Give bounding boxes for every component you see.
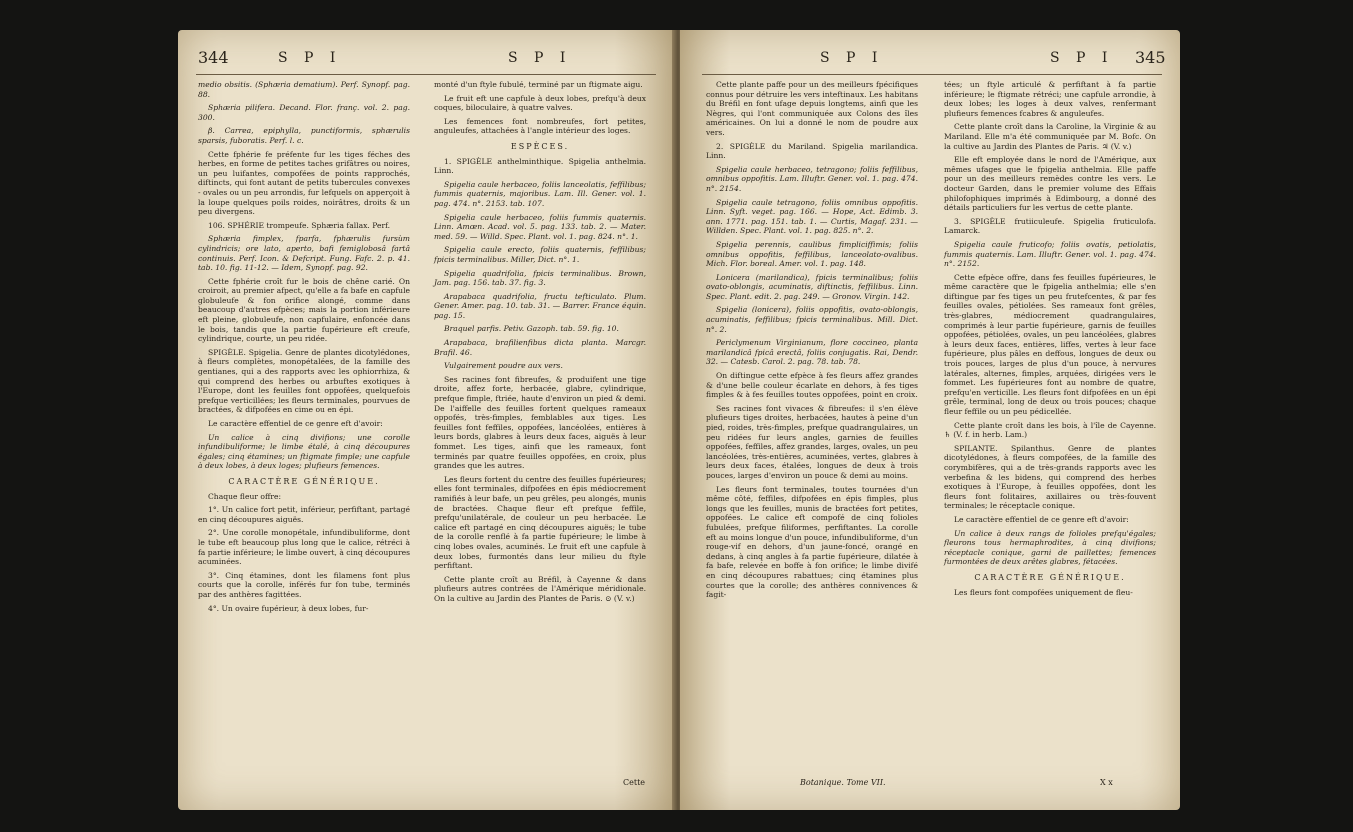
- species-heading: 1. SPIGÈLE anthelminthique. Spigelia anthelmia. Linn.: [434, 156, 646, 176]
- paragraph: 2°. Une corolle monopétale, infundibuliforme, dont le tube eft beaucoup plus long que le calice, rétréci à fa partie inférieure; le limbe ouvert, à cinq découpures acuminées.: [198, 528, 410, 567]
- genus-entry: SPILANTE. Spilanthus. Genre de plantes dicotylédones, à fleurs compofées, de la famille des corymbifères, qui a de très-grands rapports avec les verbefina & les bidens, qui comprend des herbes exotiques à l'Europe, à feuilles oppofées, dont les fleurs font folitaires, axillaires ou très-fouvent terminales; le réceptacle conique.: [944, 443, 1156, 511]
- paragraph: Spigelia caule herbaceo, foliis lanceolatis, feffilibus; fummis quaternis, majoribus. Lam. Ill. Gener. vol. 1. pag. 474. n°. 2153. tab. 107.: [434, 179, 646, 208]
- paragraph: Lonicera (marilandica), fpicis terminalibus; foliis ovato-oblongis, acuminatis, diftinctis, feffilibus. Linn. Spec. Plant. edit. 2. pag. 249. — Gronov. Virgin. 142.: [706, 272, 918, 301]
- paragraph: tées; un ftyle articulé & perfiftant à fa partie inférieure; le ftigmate rétréci; une capfule arrondie, à deux lobes; les loges à deux valves, renfermant plufieurs femences fcabres & anguleufes.: [944, 80, 1156, 118]
- signature-mark: X x: [1100, 778, 1113, 787]
- left-column-1: [198, 80, 410, 617]
- paragraph: Cette fphérie fe préfente fur les tiges féches des herbes, en forme de petites taches grifâtres ou noires, un peu luifantes, compofées de points rapprochés, diftincts, qui font autant de petits tubercules convexes - ovales ou un peu arrondis, fur lefquels on apperçoit à la loupe quelques poils roides, noirâtres, droits & un peu divergens.: [198, 149, 410, 217]
- paragraph: medio obsitis. (Sphæria dematium). Perf. Synopf. pag. 88.: [198, 80, 410, 99]
- section-heading: CARACTÈRE GÉNÉRIQUE.: [228, 476, 380, 486]
- species-heading: 2. SPIGÈLE du Mariland. Spigelia marilandica. Linn.: [706, 141, 918, 161]
- paragraph: Cette efpèce offre, dans fes feuilles fupérieures, le même caractère que le fpigelia anthelmia; elle s'en diftingue par fes tiges un peu frutefcentes, & par fes feuilles ovales, pétiolées. Ses rameaux font grêles, très-glabres, médiocrement quadrangulaires, comprimés à leur partie fupérieure, garnis de feuilles oppofées, pétiolées, ovales, un peu lancéolées, glabres à leurs deux faces, entières, liffes, vertes à leur face fupérieure, plus pâles en deffous, longues de deux ou trois pouces, larges de plus d'un pouce, à nervures latérales, alternes, fimples, arquées, dirigées vers le fommet. Les fupérieures font au nombre de quatre, prefqu'en verticille. Les fleurs font difpofées en un épi grêle, terminal, long de deux ou trois pouces; chaque fleur feffile ou un peu pédicellée.: [944, 272, 1156, 416]
- section-heading: CARACTÈRE GÉNÉRIQUE.: [974, 572, 1126, 582]
- left-page-number: 344: [198, 48, 229, 67]
- paragraph: Les fleurs fortent du centre des feuilles fupérieures; elles font terminales, difpofées en épis médiocrement ramifiés à leur bafe, un peu grêles, peu alongés, munis de bractées. Chaque fleur eft prefque feffile, prefqu'unilatérale, de couleur un peu herbacée. Le calice eft partagé en cinq découpures aiguës; le tube de la corolle renflé à fa partie fupérieure; le limbe à cinq lobes ovales, acuminés. Le fruit eft une capfule à deux lobes, furmontés dans leur milieu du ftyle perfiftant.: [434, 474, 646, 571]
- genus-entry: SPIGÈLE. Spigelia. Genre de plantes dicotylédones, à fleurs complètes, monopétalées, de la famille des gentianes, qui a des rapports avec les ophiorrhiza, & qui comprend des herbes ou arbuftes exotiques à l'Europe, dont les feuilles font oppofées, quelquefois prefque verticillées; les fleurs terminales, pourvues de bractées, & difpofées en cime ou en épi.: [198, 347, 410, 415]
- paragraph: On diftingue cette efpèce à fes fleurs affez grandes & d'une belle couleur écarlate en dehors, à fes tiges fimples & à fes feuilles toutes oppofées, point en croix.: [706, 371, 918, 400]
- paragraph: Chaque fleur offre:: [208, 491, 282, 501]
- paragraph: Ses racines font fibreufes, & produifent une tige droite, affez forte, herbacée, glabre, cylindrique, prefque fimple, ftriée, haute d'environ un pied & demi. De l'aiffelle des feuilles fortent quelques rameaux oppofés, très-fimples, femblables aux tiges. Les feuilles font feffiles, oppofées, lancéolées, entières à leurs bords, glabres à leurs deux faces, aiguës à leur fommet. Les tiges, ainfi que les rameaux, font terminés par quatre feuilles oppofées, en croix, plus grandes que les autres.: [434, 374, 646, 471]
- species-heading: 3. SPIGÈLE frutiiculeufe. Spigelia fruticulofa. Lamarck.: [944, 216, 1156, 236]
- paragraph: Cette plante croît au Bréfil, à Cayenne & dans plufieurs autres contrées de l'Amérique méridionale. On la cultive au Jardin des Plantes de Paris. ⊙ (V. v.): [434, 574, 646, 603]
- paragraph: Cette plante croît dans les bois, à l'île de Cayenne. ♄ (V. f. in herb. Lam.): [944, 420, 1156, 440]
- paragraph: Cette plante croît dans la Caroline, la Virginie & au Mariland. Elle m'a été communiquée par M. Bofc. On la cultive au Jardin des Plantes de Paris. ♃ (V. v.): [944, 122, 1156, 151]
- paragraph: Sphæria fimplex, fparfa, fphærulis fursùm cylindricis; ore lato, aperto, bafi femiglobosâ fartâ continuis. Perf. Icon. & Defcript. Fung. Fafc. 2. p. 41. tab. 10. fig. 11-12. — Idem, Synopf. pag. 92.: [198, 234, 410, 273]
- left-head-rule: [196, 74, 656, 75]
- paragraph: Un calice à deux rangs de folioles prefqu'égales; fleurons tous hermaphrodites, à cinq divifions; réceptacle conique, garni de paillettes; femences furmontées de deux arêtes glabres, fétacées.: [944, 528, 1156, 567]
- species-heading: 106. SPHÉRIE trompeufe. Sphæria fallax. Perf.: [208, 220, 391, 230]
- paragraph: Ses racines font vivaces & fibreufes: il s'en élève plufieurs tiges droites, herbacées, hautes à peine d'un pied, roides, très-fimples, prefque quadrangulaires, un peu ridées fur leurs angles, garnies de feuilles oppofées, feffiles, affez grandes, larges, ovales, un peu lancéolées, très-entières, acuminées, vertes, glabres à leurs deux faces, étalées, longues de deux à trois pouces, larges d'environ un pouce & demi au moins.: [706, 403, 918, 480]
- paragraph: Spigelia perennis, caulibus fimpliciffimis; foliis omnibus oppofitis, feffilibus, lanceolato-ovalibus. Mich. Flor. boreal. Amer. vol. 1. pag. 148.: [706, 239, 918, 269]
- paragraph: Cette fphérie croît fur le bois de chêne carié. On croiroit, au premier afpect, qu'elle a fa bafe en capfule globuleufe & fon orifice alongé, comme dans beaucoup d'autres efpèces; mais la portion inférieure eft pleine, globuleufe, non capfulaire, enfoncée dans le bois, tandis que la partie fupérieure eft creufe, cylindrique, courte, un peu ridée.: [198, 276, 410, 344]
- paragraph: Arapabaca quadrifolia, fructu tefticulato. Plum. Gener. Amer. pag. 10. tab. 31. — Barrer. France équin. pag. 15.: [434, 291, 646, 320]
- paragraph: Spigelia caule herbaceo, foliis fummis quaternis. Linn. Amœn. Acad. vol. 5. pag. 133. tab. 2. — Mater. med. 59. — Willd. Spec. Plant. vol. 1. pag. 824. n°. 1.: [434, 212, 646, 241]
- paragraph: Spigelia caule fruticofo; foliis ovatis, petiolatis, fummis quaternis. Lam. Illuftr. Gener. vol. 1. pag. 474. n°. 2152.: [944, 239, 1156, 269]
- paragraph: Cette plante paffe pour un des meilleurs fpécifiques connus pour détruire les vers inteftinaux. Les habitans du Bréfil en font ufage depuis longtems, ainfi que les Nègres, qui l'ont communiquée aux Colons des îles américaines. On lui a donné le nom de poudre aux vers.: [706, 80, 918, 137]
- right-running-head-1: S P I: [820, 50, 884, 66]
- right-page-number: 345: [1135, 48, 1166, 67]
- paragraph: Elle eft employée dans le nord de l'Amérique, aux mêmes ufages que le fpigelia anthelmia. Elle paffe pour un des meilleurs remèdes contre les vers. Le docteur Garden, dans le premier volume des Effais philofophiques imprimés à Edimbourg, a donné des détails particuliers fur les vertus de cette plante.: [944, 155, 1156, 213]
- right-head-rule: [702, 74, 1162, 75]
- left-column-2: [434, 80, 646, 608]
- paragraph: Le caractère effentiel de ce genre eft d'avoir:: [954, 514, 1129, 524]
- paragraph: Sphæria pilifera. Decand. Flor. franç. vol. 2. pag. 300.: [198, 103, 410, 122]
- right-column-1: [706, 80, 918, 604]
- paragraph: β. Carrea, epiphylla, punctiformis, sphærulis sparsis, fuboratis. Perf. l. c.: [198, 126, 410, 145]
- paragraph: Les fleurs font compofées uniquement de fleu-: [954, 587, 1133, 597]
- paragraph: Spigelia quadrifolia, fpicis terminalibus. Brown, Jam. pag. 156. tab. 37. fig. 3.: [434, 268, 646, 288]
- right-column-2: [944, 80, 1156, 601]
- right-running-head-2: S P I: [1050, 50, 1114, 66]
- paragraph: Les femences font nombreufes, fort petites, anguleufes, attachées à l'angle intérieur des loges.: [434, 116, 646, 136]
- paragraph: Braquel parfis. Petiv. Gazoph. tab. 59. fig. 10.: [444, 324, 619, 334]
- right-page: [680, 30, 1180, 810]
- left-running-head-1: S P I: [278, 50, 342, 66]
- paragraph: Arapabaca, brafilienfibus dicta planta. Marcgr. Brafil. 46.: [434, 338, 646, 357]
- paragraph: Spigelia caule herbaceo, tetragono; foliis feffilibus, omnibus oppofitis. Lam. Illuftr. Gener. vol. 1. pag. 474. n°. 2154.: [706, 164, 918, 193]
- paragraph: 1°. Un calice fort petit, inférieur, perfiftant, partagé en cinq découpures aiguës.: [198, 505, 410, 524]
- paragraph: Spigelia caule tetragono, foliis omnibus oppofitis. Linn. Syft. veget. pag. 166. — Hope, Act. Edimb. 3. ann. 1771. pag. 151. tab. 1. — Curtis, Magaf. 231. — Willden. Spec. Plant. vol. 1. pag. 825. n°. 2.: [706, 197, 918, 236]
- volume-footer: Botanique. Tome VII.: [800, 778, 886, 787]
- paragraph: 4°. Un ovaire fupérieur, à deux lobes, fur-: [208, 603, 369, 613]
- paragraph: Spigelia (lonicera), foliis oppofitis, ovato-oblongis, acuminatis, feffilibus; fpicis terminalibus. Mill. Dict. n°. 2.: [706, 305, 918, 334]
- paragraph: Vulgairement poudre aux vers.: [444, 361, 563, 371]
- paragraph: monté d'un ftyle fubulé, terminé par un ftigmate aigu.: [434, 80, 643, 89]
- section-heading: ESPÈCES.: [510, 141, 570, 151]
- paragraph: Spigelia caule erecto, foliis quaternis, feffilibus; fpicis terminalibus. Miller, Dict. n°. 1.: [434, 245, 646, 264]
- paragraph: Periclymenum Virginianum, flore coccineo, planta marilandicâ fpicâ erectâ, foliis conjugatis. Rai, Dendr. 32. — Catesb. Carol. 2. pag. 78. tab. 78.: [706, 338, 918, 367]
- paragraph: 3°. Cinq étamines, dont les filamens font plus courts que la corolle, inférés fur fon tube, terminés par des anthères fagittées.: [198, 570, 410, 599]
- left-catchword: Cette: [623, 778, 646, 787]
- paragraph: Un calice à cinq divifions; une corolle infundibuliforme; le limbe étalé, à cinq découpures égales; cinq étamines; un ftigmate fimple; une capfule à deux lobes, à deux loges; plufieurs femences.: [198, 432, 410, 471]
- paragraph: Le caractère effentiel de ce genre eft d'avoir:: [208, 419, 383, 428]
- paragraph: Les fleurs font terminales, toutes tournées d'un même côté, feffiles, difpofées en épis fimples, plus longs que les feuilles, munis de bractées fort petites, oppofées. Le calice eft compofé de cinq folioles fubulées, prefque filiformes, perfiftantes. La corolle eft au moins longue d'un pouce, infundibuliforme, d'un rouge-vif en dehors, d'un jaune-foncé, orangé en dedans, à cinq angles à fa partie fupérieure, dilatée à fa bafe, relevée en boffe à fon orifice; le limbe divifé en cinq découpures rabattues; cinq étamines plus courtes que la corolle; des anthères connivences & fagit-: [706, 484, 918, 600]
- paragraph: Le fruit eft une capfule à deux lobes, prefqu'à deux coques, biloculaire, à quatre valves.: [434, 93, 646, 113]
- left-page: [178, 30, 674, 810]
- left-running-head-2: S P I: [508, 50, 572, 66]
